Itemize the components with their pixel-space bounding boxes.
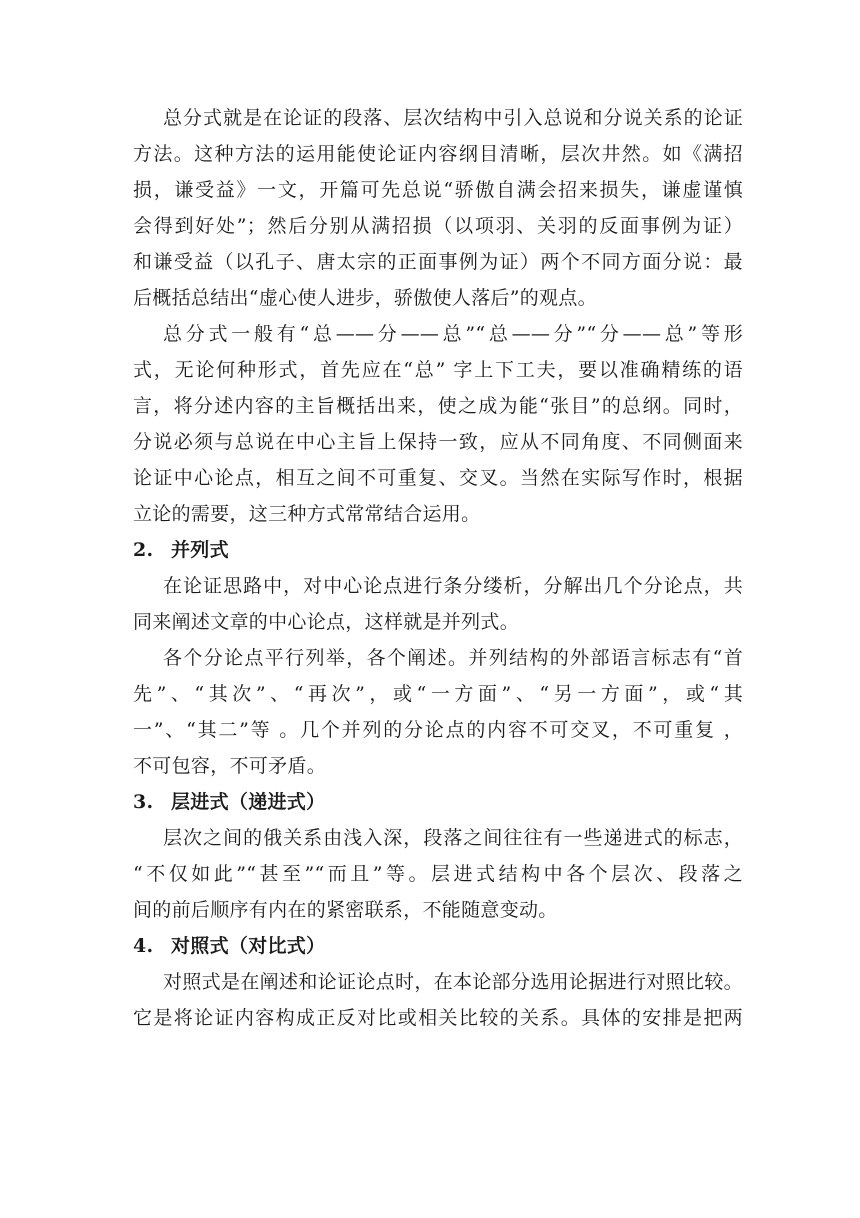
- paragraph-binglie-definition: [133, 568, 743, 640]
- heading-number: 2.: [133, 539, 154, 561]
- text-line: 不可包容，不可矛盾。: [133, 755, 327, 777]
- text-line: 损，谦受益》一文，开篇可先总说“骄傲自满会招来损失，谦虚谨慎: [133, 179, 743, 201]
- paragraph-duizhao: [133, 964, 743, 1036]
- text-line: 在论证思路中，对中心论点进行条分缕析，分解出几个分论点，共: [163, 575, 743, 597]
- text-line: 总分式一般有“总——分——总”“总——分”“分——总”等形: [163, 323, 743, 345]
- paragraph-zongfen-forms: [133, 316, 743, 532]
- text-line: 后概括总结出“虚心使人进步，骄傲使人落后”的观点。: [133, 287, 597, 309]
- text-line: 同来阐述文章的中心论点，这样就是并列式。: [133, 611, 520, 633]
- text-line: 分说必须与总说在中心主旨上保持一致，应从不同角度、不同侧面来: [133, 431, 743, 453]
- text-line: 方法。这种方法的运用能使论证内容纲目清晰，层次井然。如《满招: [133, 143, 743, 165]
- text-line: 总分式就是在论证的段落、层次结构中引入总说和分说关系的论证: [163, 107, 743, 129]
- text-line: 和谦受益（以孔子、唐太宗的正面事例为证）两个不同方面分说：最: [133, 251, 743, 273]
- paragraph-binglie-markers: [133, 640, 743, 784]
- text-line: 它是将论证内容构成正反对比或相关比较的关系。具体的安排是把两: [133, 1007, 743, 1029]
- heading-number: 4.: [133, 935, 154, 957]
- paragraph-zongfen-definition: [133, 100, 743, 316]
- document-body: [133, 100, 743, 1036]
- text-line: 论证中心论点，相互之间不可重复、交叉。当然在实际写作时，根据: [133, 467, 743, 489]
- section-heading-2: [133, 532, 743, 568]
- text-line: 会得到好处”；然后分别从满招损（以项羽、关羽的反面事例为证）: [133, 215, 743, 237]
- text-line: “不仅如此”“甚至”“而且”等。层进式结构中各个层次、段落之: [133, 863, 743, 885]
- text-line: 各个分论点平行列举，各个阐述。并列结构的外部语言标志有“首: [163, 647, 743, 669]
- text-line: 对照式是在阐述和论证论点时，在本论部分选用论据进行对照比较。: [163, 971, 743, 993]
- heading-title: 对照式（对比式）: [171, 935, 326, 957]
- text-line: 层次之间的俄关系由浅入深，段落之间往往有一些递进式的标志，: [163, 827, 743, 849]
- text-line: 间的前后顺序有内在的紧密联系，不能随意变动。: [133, 899, 558, 921]
- heading-title: 层进式（递进式）: [171, 791, 326, 813]
- section-heading-3: [133, 784, 743, 820]
- text-line: 先”、“其次”、“再次”，或“一方面”、“另一方面”，或“其: [133, 683, 743, 705]
- text-line: 立论的需要，这三种方式常常结合运用。: [133, 503, 481, 525]
- paragraph-cengjin: [133, 820, 743, 928]
- text-line: 式，无论何种形式，首先应在“总” 字上下工夫，要以准确精练的语: [133, 359, 743, 381]
- heading-number: 3.: [133, 791, 154, 813]
- section-heading-4: [133, 928, 743, 964]
- heading-title: 并列式: [171, 539, 229, 561]
- text-line: 一”、“其二”等 。几个并列的分论点的内容不可交叉，不可重复 ，: [133, 719, 743, 741]
- text-line: 言，将分述内容的主旨概括出来，使之成为能“张目”的总纲。同时，: [133, 395, 743, 417]
